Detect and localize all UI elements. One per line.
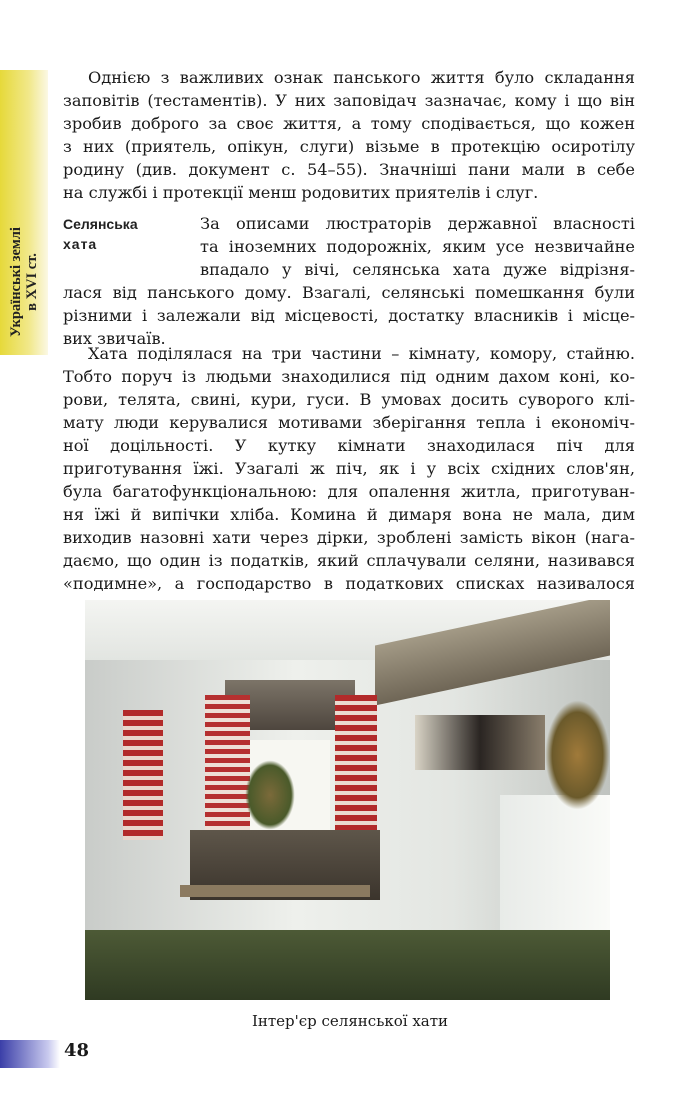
towel [205,695,250,845]
text-line: Хата поділялася на три частини – кімнату, комору, стайню. [88,344,635,363]
towel [123,710,163,840]
page-number-bar [0,1040,60,1068]
dried-flowers [545,700,610,810]
text-line: заповітів (тестаментів). У них заповідач зазначає, кому і що він [63,91,635,110]
text-line: За описами люстраторів державної власності [200,214,635,233]
text-line: та іноземних подорожніх, яким усе незвичайне [200,237,635,256]
towel [335,695,377,845]
text-line: Тобто поруч із людьми знаходилися під одним дахом коні, ко- [63,367,635,386]
page-number: 48 [64,1040,90,1061]
text-line: Однією з важливих ознак панського життя було складання [88,68,635,87]
side-heading-line: хата [63,236,98,252]
text-line: впадало у вічі, селянська хата дуже відрізня- [200,260,635,279]
hut-interior-photo [85,600,610,1000]
side-heading-line: Селянська [63,216,138,232]
floor-hay [85,930,610,1000]
text-line: ної доцільності. У кутку кімнати знаходилася піч для [63,436,635,455]
tab-line-1: Українські землі [8,227,24,337]
text-line: «подимне», а господарство в податкових списках називалося [63,574,635,593]
chapter-side-tab-label [8,227,40,337]
text-line: була багатофункціональною: для опалення житла, приготуван- [63,482,635,501]
text-line: даємо, що один із податків, який сплачували селяни, називався [63,551,635,570]
text-line: з них (приятель, опікун, слуги) візьме в протекцію осиротілу [63,137,635,156]
hanging-clothes [415,715,545,770]
chapter-side-tab [0,70,48,355]
figure-caption: Інтер'єр селянської хати [251,1012,449,1030]
text-line: виходив назовні хати через дірки, зроблені замість вікон (нага- [63,528,635,547]
text-line: ня їжі й випічки хліба. Комина й димаря вона не мала, дим [63,505,635,524]
text-line: зробив доброго за своє життя, а тому сподівається, що кожен [63,114,635,133]
text-line: мату люди керувалися мотивами зберігання тепла і економіч- [63,413,635,432]
text-line: лася від панського дому. Взагалі, селянські помешкання були [63,283,635,302]
table [180,885,370,897]
tab-line-2: в XVI ст. [24,253,40,311]
flower-vase [245,760,295,830]
side-heading [63,214,138,254]
text-line: родину (див. документ с. 54–55). Значніші пани мали в себе [63,160,635,179]
text-line: приготування їжі. Узагалі ж піч, як і у всіх східних слов'ян, [63,459,635,478]
text-line: рови, телята, свині, кури, гуси. В умовах досить суворого клі- [63,390,635,409]
text-line: різними і залежали від місцевості, достатку власників і місце- [63,306,635,325]
text-line: на службі і протекції менш родовитих приятелів і слуг. [63,183,539,202]
text-line: вих звичаїв. [63,329,166,348]
